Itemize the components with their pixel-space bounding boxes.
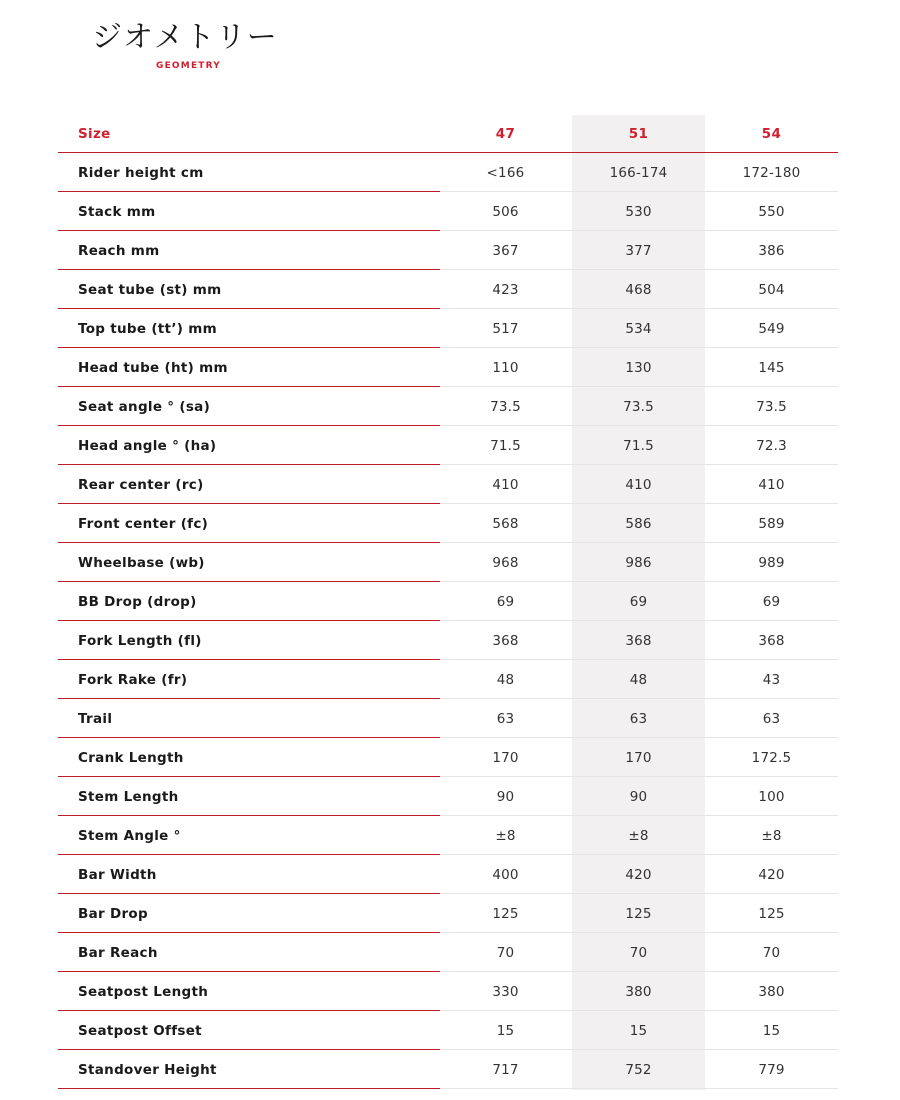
table-row: [58, 933, 838, 972]
row-label: Wheelbase (wb): [78, 554, 205, 571]
row-label: Rider height cm: [78, 164, 204, 181]
row-value-size-47: 968: [492, 554, 519, 571]
row-value-size-54: 15: [762, 1022, 781, 1039]
row-value-size-51: 410: [625, 476, 652, 493]
row-label: Top tube (tt’) mm: [78, 320, 217, 337]
page-subtitle: GEOMETRY: [156, 61, 221, 71]
row-label: Rear center (rc): [78, 476, 204, 493]
row-label: Seatpost Offset: [78, 1022, 202, 1039]
table-row: [58, 465, 838, 504]
row-value-size-54: 63: [762, 710, 781, 727]
row-value-size-51: 69: [629, 593, 648, 610]
row-value-size-54: 145: [758, 359, 785, 376]
row-value-size-51: 420: [625, 866, 652, 883]
table-row: [58, 816, 838, 855]
geometry-table: [58, 115, 838, 1089]
table-row: [58, 1050, 838, 1089]
row-label: Bar Reach: [78, 944, 158, 961]
row-value-size-54: 43: [762, 671, 781, 688]
size-header-47: 47: [495, 126, 516, 142]
row-value-size-51: 986: [625, 554, 652, 571]
row-label: BB Drop (drop): [78, 593, 197, 610]
row-value-size-47: 71.5: [490, 437, 521, 454]
row-value-size-51: 73.5: [623, 398, 654, 415]
row-value-size-54: ±8: [761, 827, 782, 844]
row-value-size-51: 534: [625, 320, 652, 337]
table-row: [58, 894, 838, 933]
row-value-size-51: 63: [629, 710, 648, 727]
table-header-row: [58, 115, 838, 153]
row-label: Stack mm: [78, 203, 156, 220]
row-value-size-54: 73.5: [756, 398, 787, 415]
row-value-size-51: 125: [625, 905, 652, 922]
page-header: [0, 0, 900, 90]
table-row: [58, 231, 838, 270]
row-value-size-47: ±8: [495, 827, 516, 844]
row-value-size-54: 549: [758, 320, 785, 337]
table-row: [58, 582, 838, 621]
row-value-size-54: 368: [758, 632, 785, 649]
row-value-size-47: 48: [496, 671, 515, 688]
row-value-size-47: 368: [492, 632, 519, 649]
row-value-size-54: 504: [758, 281, 785, 298]
row-value-size-47: 125: [492, 905, 519, 922]
row-value-size-51: 71.5: [623, 437, 654, 454]
row-value-size-51: 468: [625, 281, 652, 298]
row-value-size-54: 172-180: [742, 164, 801, 181]
row-value-size-47: 170: [492, 749, 519, 766]
table-row: [58, 738, 838, 777]
row-label: Head tube (ht) mm: [78, 359, 228, 376]
row-value-size-51: 130: [625, 359, 652, 376]
row-value-size-47: 73.5: [490, 398, 521, 415]
row-value-size-54: 125: [758, 905, 785, 922]
table-row: [58, 504, 838, 543]
row-value-size-47: 400: [492, 866, 519, 883]
row-value-size-47: 15: [496, 1022, 515, 1039]
row-value-size-47: 69: [496, 593, 515, 610]
row-label: Head angle ° (ha): [78, 437, 217, 454]
table-row: [58, 1011, 838, 1050]
row-label: Bar Width: [78, 866, 157, 883]
row-value-size-54: 380: [758, 983, 785, 1000]
row-divider-red: [58, 1088, 440, 1089]
row-value-size-54: 100: [758, 788, 785, 805]
row-label: Seatpost Length: [78, 983, 209, 1000]
row-label: Fork Rake (fr): [78, 671, 188, 688]
row-value-size-51: 377: [625, 242, 652, 259]
row-value-size-51: 48: [629, 671, 648, 688]
row-value-size-51: 530: [625, 203, 652, 220]
table-row: [58, 153, 838, 192]
row-value-size-54: 70: [762, 944, 781, 961]
row-label: Bar Drop: [78, 905, 148, 922]
page-title: ジオメトリー: [92, 20, 278, 55]
row-value-size-54: 386: [758, 242, 785, 259]
row-divider-gray: [440, 1088, 838, 1089]
table-row: [58, 387, 838, 426]
row-value-size-54: 420: [758, 866, 785, 883]
row-value-size-51: 368: [625, 632, 652, 649]
table-row: [58, 855, 838, 894]
row-label: Reach mm: [78, 242, 160, 259]
row-value-size-51: 752: [625, 1061, 652, 1078]
table-row: [58, 660, 838, 699]
table-row: [58, 270, 838, 309]
row-value-size-47: 367: [492, 242, 519, 259]
table-row: [58, 543, 838, 582]
row-value-size-54: 172.5: [751, 749, 792, 766]
row-label: Standover Height: [78, 1061, 217, 1078]
table-row: [58, 309, 838, 348]
row-value-size-51: 166-174: [609, 164, 668, 181]
size-header-54: 54: [761, 126, 782, 142]
row-value-size-47: 330: [492, 983, 519, 1000]
row-label: Fork Length (fl): [78, 632, 202, 649]
row-label: Stem Angle °: [78, 827, 181, 844]
size-header-51: 51: [628, 126, 649, 142]
row-value-size-51: 586: [625, 515, 652, 532]
row-label: Front center (fc): [78, 515, 209, 532]
row-value-size-47: 70: [496, 944, 515, 961]
table-row: [58, 348, 838, 387]
row-value-size-54: 779: [758, 1061, 785, 1078]
table-row: [58, 777, 838, 816]
row-label: Seat tube (st) mm: [78, 281, 222, 298]
row-value-size-47: 517: [492, 320, 519, 337]
row-value-size-51: 90: [629, 788, 648, 805]
size-header-label: Size: [78, 126, 111, 142]
row-value-size-54: 410: [758, 476, 785, 493]
row-label: Trail: [78, 710, 113, 727]
row-value-size-47: <166: [486, 164, 525, 181]
row-label: Stem Length: [78, 788, 179, 805]
table-row: [58, 426, 838, 465]
row-label: Crank Length: [78, 749, 184, 766]
row-value-size-54: 550: [758, 203, 785, 220]
row-value-size-51: 380: [625, 983, 652, 1000]
row-label: Seat angle ° (sa): [78, 398, 211, 415]
row-value-size-47: 717: [492, 1061, 519, 1078]
table-row: [58, 192, 838, 231]
row-value-size-47: 506: [492, 203, 519, 220]
table-body: [58, 153, 838, 1089]
table-row: [58, 621, 838, 660]
row-value-size-51: 170: [625, 749, 652, 766]
row-value-size-54: 589: [758, 515, 785, 532]
row-value-size-47: 568: [492, 515, 519, 532]
row-value-size-47: 90: [496, 788, 515, 805]
row-value-size-51: 70: [629, 944, 648, 961]
row-value-size-47: 110: [492, 359, 519, 376]
row-value-size-47: 410: [492, 476, 519, 493]
row-value-size-51: ±8: [628, 827, 649, 844]
row-value-size-54: 72.3: [756, 437, 787, 454]
row-value-size-47: 423: [492, 281, 519, 298]
table-row: [58, 972, 838, 1011]
row-value-size-51: 15: [629, 1022, 648, 1039]
row-value-size-47: 63: [496, 710, 515, 727]
table-row: [58, 699, 838, 738]
row-value-size-54: 989: [758, 554, 785, 571]
row-value-size-54: 69: [762, 593, 781, 610]
